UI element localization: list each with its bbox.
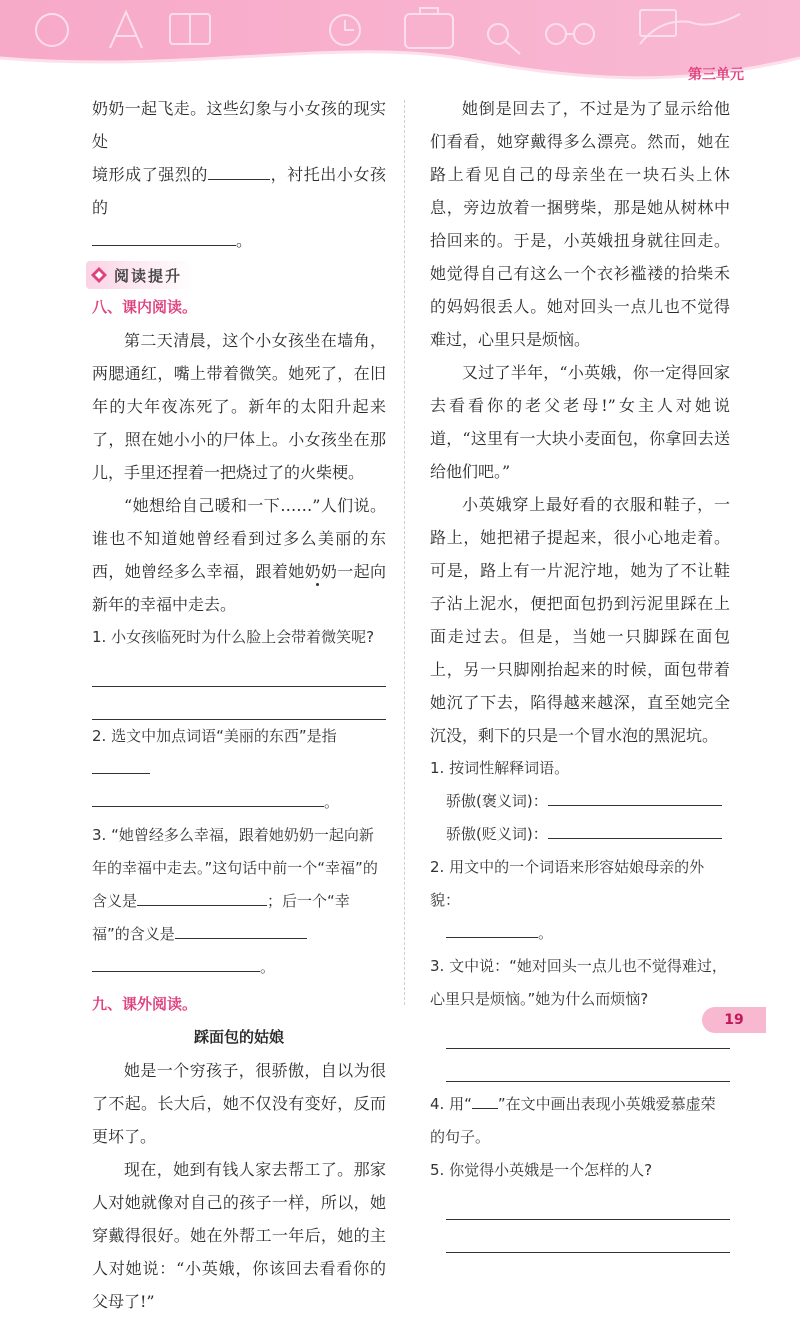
banner-title: 阅读提升 [114, 266, 183, 285]
continued-question-end [92, 224, 386, 257]
dotted-phrase: 美丽的东西 [92, 529, 386, 581]
question-3 [92, 819, 386, 951]
answer-line[interactable] [446, 1049, 730, 1082]
continued-question [92, 158, 386, 224]
column-divider [404, 100, 405, 1005]
answer-line[interactable] [92, 687, 386, 720]
section-8-heading: 八、课内阅读。 [92, 298, 198, 316]
answer-line[interactable] [446, 1220, 730, 1253]
text: “她想给自己暖和一下……”人们说。谁也不知道她曾经看到过多么 [92, 496, 386, 548]
unit-label: 第三单元 [688, 67, 744, 83]
answer-blank[interactable] [92, 755, 150, 774]
answer-blank[interactable] [92, 953, 260, 972]
story-paragraph: 现在，她到有钱人家去帮工了。那家人对她就像对自己的孩子一样，所以，她穿戴得很好。她在外帮工一年后，她的主人对她说：“小英娥，你该回去看看你的父母了!” [92, 1160, 386, 1311]
story-paragraph: 她倒是回去了，不过是为了显示给他们看看，她穿戴得多么漂亮。然而，她在路上看见自己的母亲坐在一块石头上休息，旁边放着一捆劈柴，那是她从树林中拾回来的。于是，小英娥扭身就往回走。她觉得自己有这么一个衣衫褴褛的拾柴禾的妈妈很丢人。她对回头一点儿也不觉得难过，心里只是烦恼。 [430, 99, 730, 349]
text: 3. “她曾经多么幸福，跟着她奶奶一起向新年的幸福中走去。”这句话中前一个“幸福”的含义是 [92, 826, 378, 910]
section-9-heading: 九、课外阅读。 [92, 995, 198, 1013]
question-1a [430, 785, 730, 818]
story-paragraph: 小英娥穿上最好看的衣服和鞋子，一路上，她把裙子提起来，很小心地走着。可是，路上有一片泥泞地，她为了不让鞋子沾上泥水，便把面包扔到污泥里踩在上面走过去。但是，当她一只脚踩在面包上，另一只脚刚抬起来的时候，面包带着她沉了下去，陷得越来越深，直至她完全沉没，剩下的只是一个冒水泡的黑泥坑。 [430, 495, 730, 745]
answer-line[interactable] [446, 1187, 730, 1220]
question-2 [92, 720, 386, 786]
header-banner [0, 0, 800, 92]
text: 。 [538, 924, 554, 942]
text: 2. 选文中加点词语“美丽的东西”是指 [92, 727, 337, 745]
answer-blank[interactable] [548, 787, 722, 806]
underline-mark [472, 1090, 498, 1109]
reading-banner [86, 261, 194, 289]
question-5: 5. 你觉得小英娥是一个怎样的人? [430, 1161, 653, 1179]
answer-blank[interactable] [92, 227, 236, 246]
answer-blank[interactable] [175, 920, 307, 939]
text: 境形成了强烈的 [92, 165, 208, 184]
question-2-line [430, 917, 730, 950]
answer-blank[interactable] [208, 161, 270, 180]
question-3: 3. 文中说：“她对回头一点儿也不觉得难过，心里只是烦恼。”她为什么而烦恼? [430, 957, 727, 1008]
right-column [430, 92, 730, 1253]
page-header [0, 0, 800, 92]
text: ；后一个“幸福”的含义是 [92, 892, 350, 943]
text: 。 [260, 958, 276, 976]
text: ”在文中画出表现小英娥爱慕虚荣的句子。 [430, 1095, 716, 1146]
question-1: 1. 按词性解释词语。 [430, 759, 570, 777]
story-paragraph: 又过了半年，“小英娥，你一定得回家去看看你的老父老母!”女主人对她说道，“这里有一大块小麦面包，你拿回去送给他们吧。” [430, 363, 730, 481]
text: ，她曾经多么幸福，跟着她奶奶一起向新年的幸福中走去。 [92, 562, 386, 614]
text: 骄傲(褒义词)： [446, 792, 548, 810]
question-3-line [92, 951, 386, 984]
answer-blank[interactable] [548, 820, 722, 839]
question-2: 2. 用文中的一个词语来形容姑娘母亲的外貌： [430, 858, 705, 909]
question-2-line [92, 786, 386, 819]
answer-blank[interactable] [137, 887, 267, 906]
text: 4. 用“ [430, 1095, 472, 1113]
story-title: 踩面包的姑娘 [193, 1028, 284, 1046]
answer-blank[interactable] [92, 788, 324, 807]
passage-paragraph: 第二天清晨，这个小女孩坐在墙角，两腮通红，嘴上带着微笑。她死了，在旧年的大年夜冻死了。新年的太阳升起来了，照在她小小的尸体上。小女孩坐在那儿，手里还捏着一把烧过了的火柴梗。 [92, 331, 386, 482]
answer-line[interactable] [446, 1016, 730, 1049]
answer-blank[interactable] [446, 919, 538, 938]
text: 。 [236, 231, 253, 250]
answer-line[interactable] [92, 654, 386, 687]
text: ，衬托出小女孩的 [92, 165, 386, 217]
question-1b [430, 818, 730, 851]
question-4 [430, 1088, 730, 1154]
question-1: 1. 小女孩临死时为什么脸上会带着微笑呢? [92, 628, 375, 646]
diamond-icon [90, 266, 108, 284]
continued-text-line: 奶奶一起飞走。这些幻象与小女孩的现实处 [92, 99, 386, 151]
page-number: 19 [702, 1007, 766, 1033]
story-paragraph: 她是一个穷孩子，很骄傲，自以为很了不起。长大后，她不仅没有变好，反而更坏了。 [92, 1061, 386, 1146]
text: 骄傲(贬义词)： [446, 825, 548, 843]
left-column [92, 92, 386, 1318]
passage-paragraph [92, 489, 386, 621]
text: 。 [324, 793, 340, 811]
